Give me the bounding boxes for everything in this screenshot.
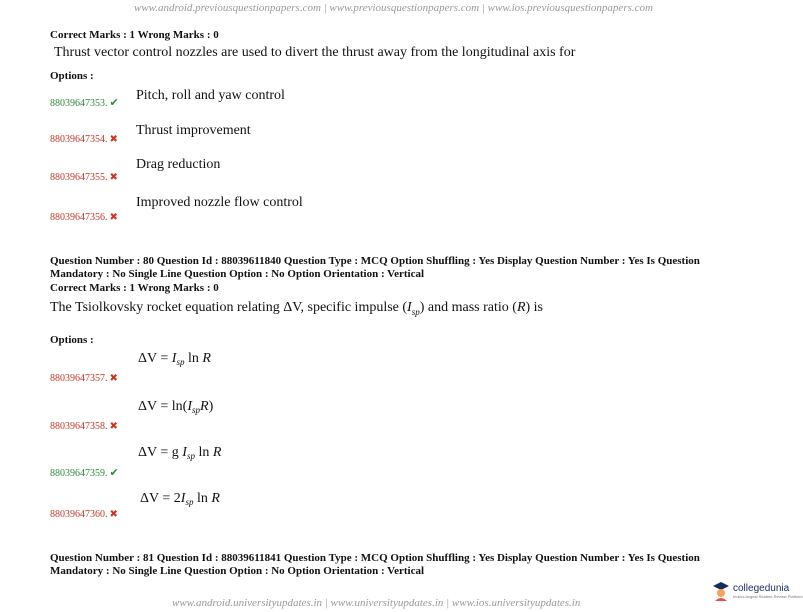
q79-option-3-text[interactable]: Drag reduction: [136, 157, 221, 172]
q79-option-4[interactable]: [50, 207, 118, 225]
q79-option-1-text[interactable]: Pitch, roll and yaw control: [136, 88, 285, 103]
formula-lhs: ΔV =: [138, 399, 172, 414]
option-id: 88039647353.: [50, 98, 108, 109]
q81-header-line2: Mandatory : No Single Line Question Option : No Option Orientation : Vertical: [50, 565, 425, 577]
graduate-icon: [712, 581, 730, 601]
formula-lhs: ΔV =: [140, 491, 174, 506]
check-icon: ✔: [109, 97, 119, 109]
watermark-bottom: www.android.universityupdates.in | www.universityupdates.in | www.ios.universityupdates.in: [172, 597, 581, 609]
option-id: 88039647360.: [50, 509, 108, 520]
q79-option-4-text[interactable]: Improved nozzle flow control: [136, 195, 303, 210]
formula-post: ln: [184, 351, 203, 366]
watermark-top: www.android.previousquestionpapers.com | www.previousquestionpapers.com | www.ios.previousquestionpapers.com: [134, 2, 653, 14]
q79-option-3[interactable]: [50, 167, 118, 185]
formula-isp-sub: sp: [186, 451, 195, 461]
formula-isp: I: [182, 445, 187, 460]
q79-option-2[interactable]: [50, 129, 118, 147]
option-id: 88039647359.: [50, 468, 108, 479]
option-id: 88039647355.: [50, 172, 108, 183]
q80-question-text: [50, 300, 543, 317]
formula-lhs: ΔV =: [138, 445, 172, 460]
q80-option-4[interactable]: [50, 504, 118, 522]
q80-option-3[interactable]: [50, 463, 119, 481]
q80-header-line1: Question Number : 80 Question Id : 88039611840 Question Type : MCQ Option Shuffling : Yes Display Question Number : Yes Is Question: [50, 255, 700, 267]
formula-r: R: [202, 351, 211, 366]
formula-post: ln: [194, 445, 213, 460]
q80-option-1-formula[interactable]: [138, 351, 211, 367]
cross-icon: ✖: [109, 134, 118, 145]
q80-option-2-formula[interactable]: [138, 399, 213, 415]
cross-icon: ✖: [109, 421, 118, 432]
q79-option-1[interactable]: [50, 93, 119, 111]
formula-pre: ln(: [171, 399, 188, 414]
q80-option-2[interactable]: [50, 416, 118, 434]
logo-name: collegedunia: [733, 582, 790, 594]
q80-option-3-formula[interactable]: [138, 445, 221, 461]
formula-isp-sub: sp: [185, 497, 194, 507]
q80-option-1[interactable]: [50, 368, 118, 386]
q80-text-isp: I: [407, 300, 412, 315]
q80-text-isp-sub: sp: [411, 306, 420, 317]
cross-icon: ✖: [109, 373, 118, 384]
formula-tail: ): [208, 399, 214, 414]
q80-option-4-formula[interactable]: [140, 491, 220, 507]
logo-tagline: India's largest Student Review Platform: [733, 593, 803, 599]
option-id: 88039647357.: [50, 373, 108, 384]
formula-isp: I: [187, 399, 192, 414]
option-id: 88039647356.: [50, 212, 108, 223]
option-id: 88039647358.: [50, 421, 108, 432]
q80-text-prefix: The Tsiolkovsky rocket equation relating ΔV, specific impulse (: [50, 300, 408, 315]
q80-header-line2: Mandatory : No Single Line Question Option : No Option Orientation : Vertical: [50, 268, 425, 280]
q81-header-line1: Question Number : 81 Question Id : 88039611841 Question Type : MCQ Option Shuffling : Yes Display Question Number : Yes Is Question: [50, 552, 700, 564]
q79-question-text: Thrust vector control nozzles are used to divert the thrust away from the longitudinal axis for: [54, 45, 576, 60]
q80-text-r: R: [516, 300, 526, 315]
cross-icon: ✖: [109, 212, 118, 223]
formula-r: R: [200, 399, 209, 414]
q80-text-suffix: ) and mass ratio (: [419, 300, 517, 315]
formula-isp-sub: sp: [176, 357, 185, 367]
formula-pre: g: [171, 445, 183, 460]
cross-icon: ✖: [109, 172, 118, 183]
q80-marks: Correct Marks : 1 Wrong Marks : 0: [50, 282, 219, 294]
q80-text-end: ) is: [525, 300, 543, 315]
q80-options-label: Options :: [50, 334, 94, 346]
formula-isp: I: [171, 351, 177, 366]
formula-lhs: ΔV =: [138, 351, 172, 366]
cross-icon: ✖: [109, 509, 118, 520]
formula-isp-sub: sp: [192, 405, 201, 415]
formula-post: ln: [193, 491, 212, 506]
option-id: 88039647354.: [50, 134, 108, 145]
formula-r: R: [212, 445, 222, 460]
formula-isp: I: [180, 491, 186, 506]
check-icon: ✔: [109, 467, 119, 479]
q79-options-label: Options :: [50, 70, 94, 82]
collegedunia-logo: [712, 581, 803, 601]
formula-r: R: [211, 491, 220, 506]
q79-marks: Correct Marks : 1 Wrong Marks : 0: [50, 29, 219, 41]
q79-option-2-text[interactable]: Thrust improvement: [136, 123, 251, 138]
formula-pre: 2: [173, 491, 181, 506]
